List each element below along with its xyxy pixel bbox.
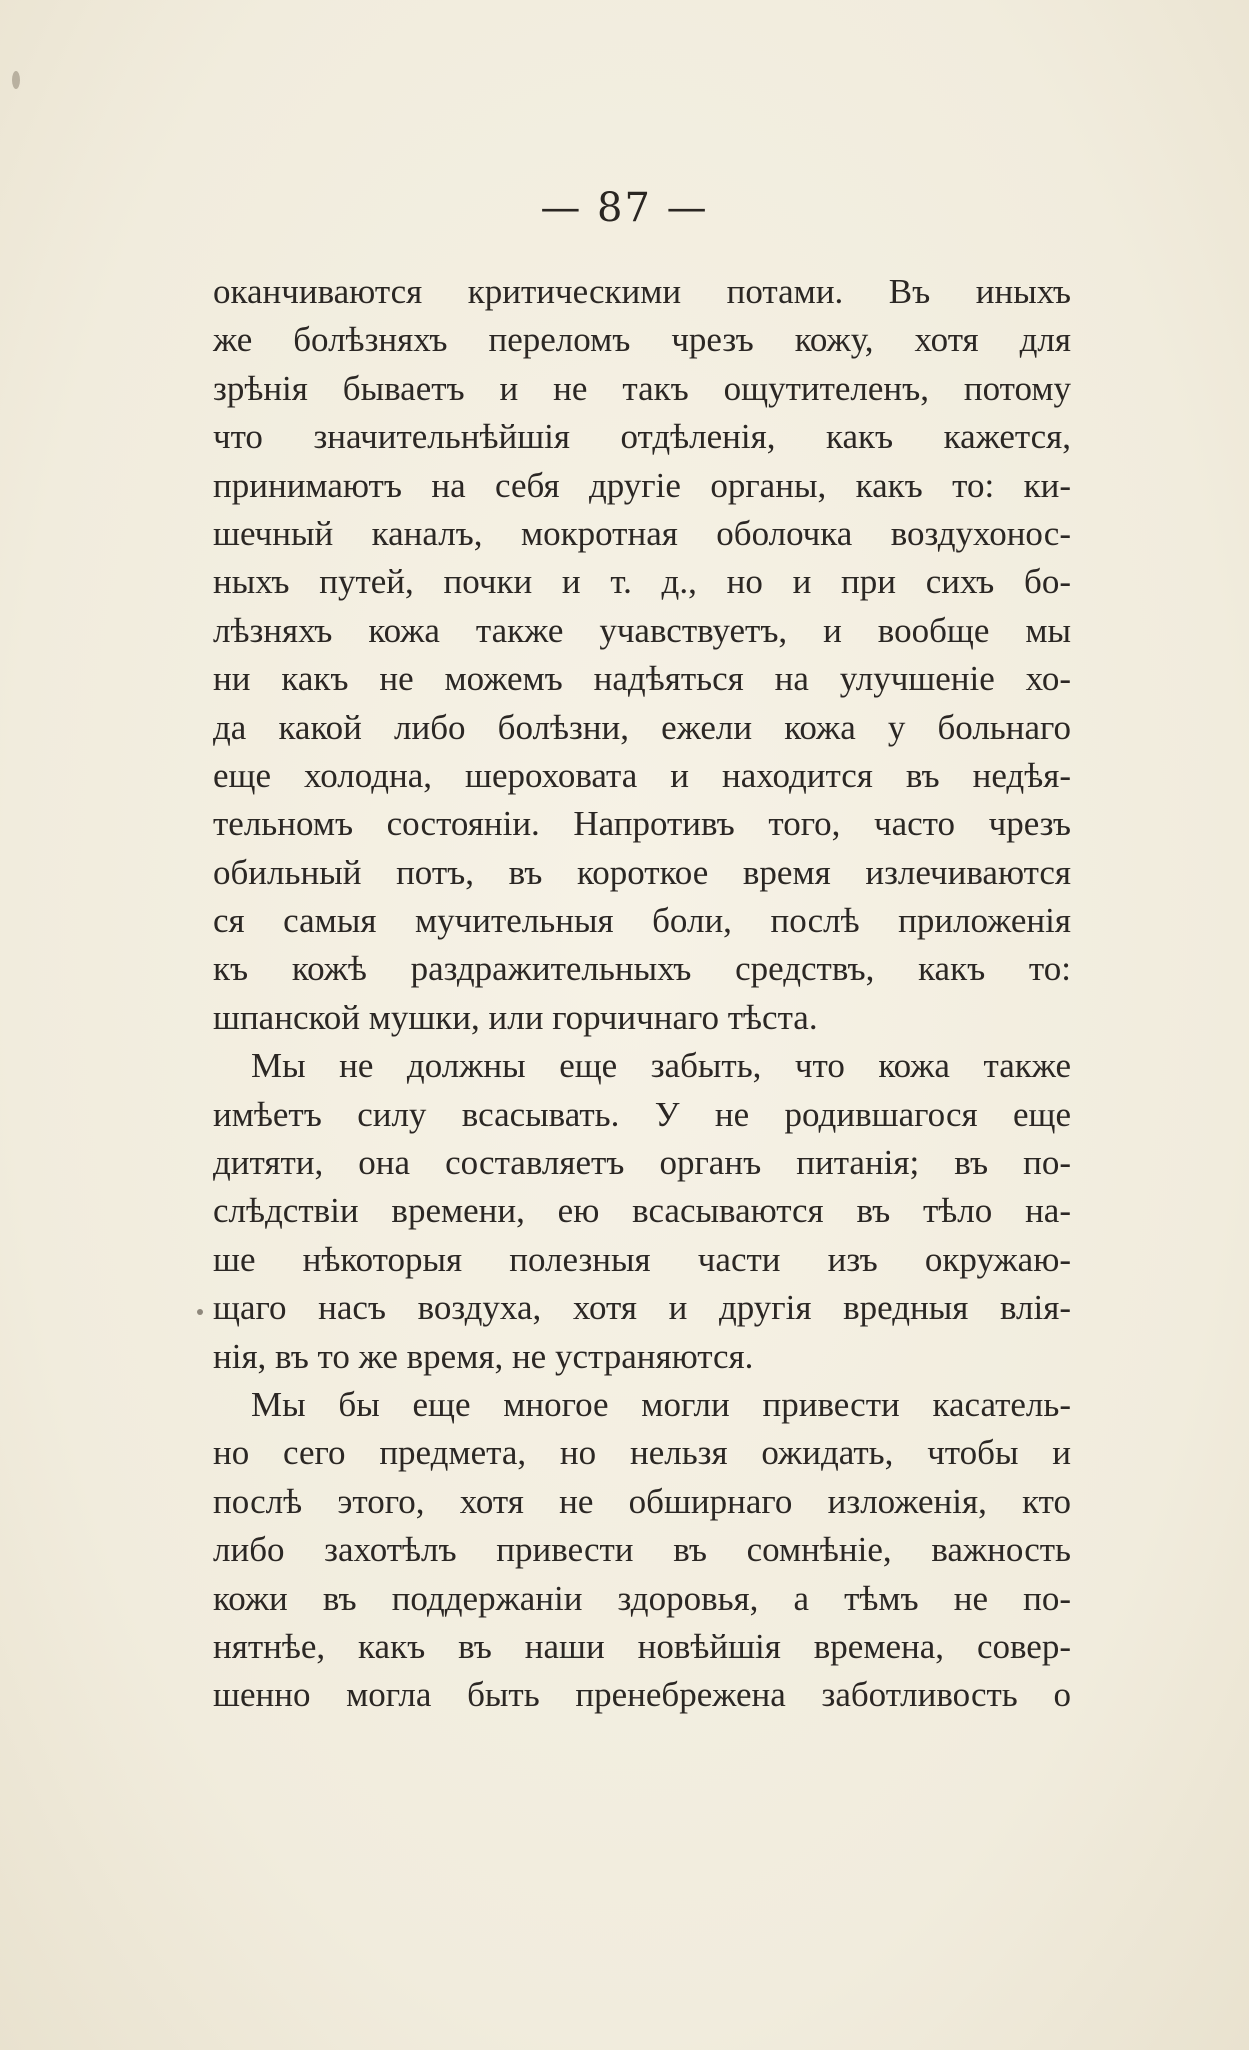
- text-line: принимаютъ на себя другіе органы, какъ то: ки-: [213, 465, 1071, 505]
- text-line: что значительнѣйшія отдѣленія, какъ кажется,: [213, 417, 1071, 457]
- text-line: тельномъ состояніи. Напротивъ того, часто чрезъ: [213, 804, 1071, 844]
- text-line: дитяти, она составляетъ органъ питанія; въ по-: [213, 1143, 1071, 1183]
- text-line: Мы бы еще многое могли привести касатель-: [251, 1384, 1071, 1424]
- text-line: шенно могла быть пренебрежена заботливость о: [213, 1675, 1071, 1715]
- text-line: обильный потъ, въ короткое время излечиваются: [213, 852, 1071, 892]
- text-line: Мы не должны еще забыть, что кожа также: [251, 1046, 1071, 1086]
- text-line: либо захотѣлъ привести въ сомнѣніе, важность: [213, 1530, 1071, 1570]
- text-line: ше нѣкоторыя полезныя части изъ окружаю-: [213, 1239, 1071, 1279]
- paper-speck: [197, 1309, 203, 1315]
- text-line: же болѣзняхъ переломъ чрезъ кожу, хотя для: [213, 320, 1071, 360]
- text-line: оканчиваются критическими потами. Въ иныхъ: [213, 272, 1071, 311]
- text-line: къ кожѣ раздражительныхъ средствъ, какъ то:: [213, 949, 1071, 989]
- text-line: еще холодна, шероховата и находится въ недѣя-: [213, 755, 1071, 795]
- text-line: нія, въ то же время, не устраняются.: [213, 1336, 754, 1376]
- text-line: послѣ этого, хотя не обширнаго изложенія, кто: [213, 1481, 1071, 1521]
- text-line: шечный каналъ, мокротная оболочка воздухонос-: [213, 513, 1071, 553]
- text-line: кожи въ поддержаніи здоровья, а тѣмъ не по-: [213, 1578, 1071, 1618]
- text-line: да какой либо болѣзни, ежели кожа у больнаго: [213, 707, 1071, 747]
- text-line: имѣетъ силу всасывать. У не родившагося еще: [213, 1094, 1071, 1134]
- text-line: ся самыя мучительныя боли, послѣ приложенія: [213, 901, 1071, 941]
- text-line: но сего предмета, но нельзя ожидать, чтобы и: [213, 1433, 1071, 1473]
- text-line: шпанской мушки, или горчичнаго тѣста.: [213, 997, 818, 1037]
- text-line: ныхъ путей, почки и т. д., но и при сихъ бо-: [213, 562, 1071, 602]
- text-line: щаго насъ воздуха, хотя и другія вредныя влія-: [213, 1288, 1071, 1328]
- text-line: слѣдствіи времени, ею всасываются въ тѣло на-: [213, 1191, 1071, 1231]
- text-line: нятнѣе, какъ въ наши новѣйшія времена, совер-: [213, 1626, 1071, 1666]
- text-line: ни какъ не можемъ надѣяться на улучшеніе хо-: [213, 659, 1071, 699]
- paper-speck: [12, 71, 20, 89]
- text-line: лѣзняхъ кожа также учавствуетъ, и вообще мы: [213, 610, 1071, 650]
- text-line: зрѣнія бываетъ и не такъ ощутителенъ, потому: [213, 368, 1071, 408]
- page-number: — 87 —: [540, 185, 709, 231]
